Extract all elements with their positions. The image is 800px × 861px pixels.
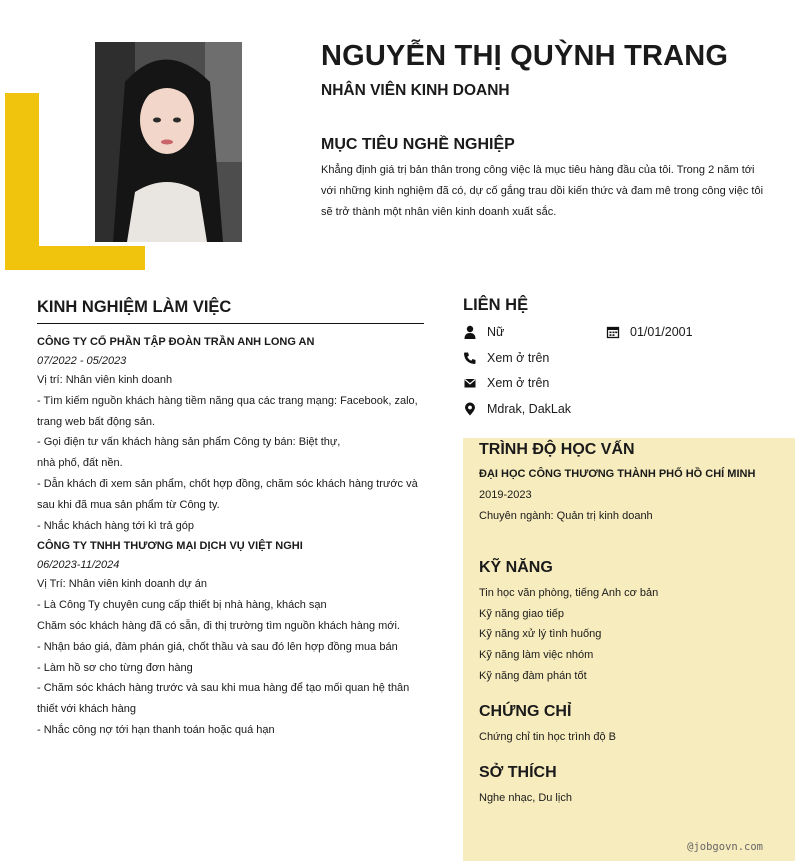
accent-bar-vertical <box>5 93 39 270</box>
education-major: Chuyên ngành: Quản trị kinh doanh <box>479 510 653 522</box>
calendar-icon <box>606 325 620 339</box>
job-line: - Dẫn khách đi xem sản phẩm, chốt hợp đồng, chăm sóc khách hàng trước và sau khi đã mua sản phẩm từ Công ty. <box>37 477 418 511</box>
contact-birthday <box>606 325 693 339</box>
education-title: TRÌNH ĐỘ HỌC VẤN <box>479 441 635 458</box>
job-line: - Là Công Ty chuyên cung cấp thiết bị nhà hàng, khách sạn <box>37 599 327 612</box>
address-value: Mdrak, DakLak <box>487 402 572 416</box>
watermark: @jobgovn.com <box>687 841 763 853</box>
education-school: ĐẠI HỌC CÔNG THƯƠNG THÀNH PHỐ HỒ CHÍ MINH <box>479 468 756 480</box>
experience-title: KINH NGHIỆM LÀM VIỆC <box>37 298 424 324</box>
email-value: Xem ở trên <box>487 376 550 390</box>
job-line: Chăm sóc khách hàng đã có sẵn, đi thị trường tìm nguồn khách hàng mới. <box>37 619 400 632</box>
contact-title: LIÊN HỆ <box>463 296 529 314</box>
job-line: - Làm hồ sơ cho từng đơn hàng <box>37 661 193 674</box>
candidate-name: NGUYỄN THỊ QUỲNH TRANG <box>321 40 729 72</box>
contact-gender <box>463 325 504 339</box>
certificate-item: Chứng chỉ tin học trình độ B <box>479 731 616 743</box>
education-period: 2019-2023 <box>479 489 532 501</box>
accent-bar-horizontal <box>5 246 145 270</box>
experience-section <box>37 298 424 741</box>
skill-item: Kỹ năng làm việc nhóm <box>479 649 594 661</box>
job-line: nhà phố, đất nền. <box>37 457 123 470</box>
skill-item: Kỹ năng giao tiếp <box>479 608 565 620</box>
job-company: CÔNG TY TNHH THƯƠNG MẠI DỊCH VỤ VIỆT NGHI <box>37 540 303 553</box>
skill-item: Kỹ năng đàm phán tốt <box>479 670 587 682</box>
contact-section <box>463 296 783 315</box>
location-pin-icon <box>463 402 477 416</box>
email-icon <box>463 376 477 390</box>
contact-phone <box>463 351 549 365</box>
job-line: Vị Trí: Nhân viên kinh doanh dự án <box>37 578 208 591</box>
gender-value: Nữ <box>487 325 505 339</box>
job-line: - Nhắc công nợ tới hạn thanh toán hoặc quá hạn <box>37 723 275 736</box>
hobbies-text: Nghe nhạc, Du lịch <box>479 792 572 804</box>
job-line: - Gọi điện tư vấn khách hàng sản phẩm Công ty bán: Biệt thự, <box>37 436 341 449</box>
skill-item: Kỹ năng xử lý tình huống <box>479 628 602 640</box>
job-period: 07/2022 - 05/2023 <box>37 355 127 367</box>
contact-email <box>463 376 549 390</box>
phone-value: Xem ở trên <box>487 351 550 365</box>
hobbies-title: SỞ THÍCH <box>479 764 557 781</box>
job-line: Vị trí: Nhân viên kinh doanh <box>37 374 173 386</box>
job-period: 06/2023-11/2024 <box>37 559 120 572</box>
birthday-value: 01/01/2001 <box>630 325 693 339</box>
job-company: CÔNG TY CỔ PHẦN TẬP ĐOÀN TRẦN ANH LONG AN <box>37 336 315 348</box>
skill-item: Tin học văn phòng, tiếng Anh cơ bản <box>479 587 659 599</box>
job-line: - Tìm kiếm nguồn khách hàng tiềm năng qua các trang mạng: Facebook, zalo, trang web bất động sản. <box>37 394 418 428</box>
profile-photo <box>95 42 242 242</box>
contact-address <box>463 402 571 416</box>
job-line: - Chăm sóc khách hàng trước và sau khi mua hàng để tạo mối quan hệ thân thiết với khách hàng <box>37 682 410 716</box>
job-line: - Nhận báo giá, đàm phán giá, chốt thầu và sau đó lên hợp đồng mua bán <box>37 640 398 653</box>
objective-text: Khẳng định giá trị bản thân trong công việc là mục tiêu hàng đầu của tôi. Trong 2 năm tới với những kinh nghiệm đã có, dự cố gắng trau dồi kiến thức và đam mê trong công việc tôi sẽ trở thành một nhân viên kinh doanh xuất sắc. <box>321 164 764 218</box>
phone-icon <box>463 351 477 365</box>
certificates-title: CHỨNG CHỈ <box>479 703 572 720</box>
objective-title: MỤC TIÊU NGHỀ NGHIỆP <box>321 136 515 153</box>
candidate-role: NHÂN VIÊN KINH DOANH <box>321 82 510 99</box>
skills-title: KỸ NĂNG <box>479 559 553 576</box>
job-line: - Nhắc khách hàng tới kì trả góp <box>37 519 195 532</box>
person-icon <box>463 325 477 339</box>
side-panel <box>463 438 795 861</box>
